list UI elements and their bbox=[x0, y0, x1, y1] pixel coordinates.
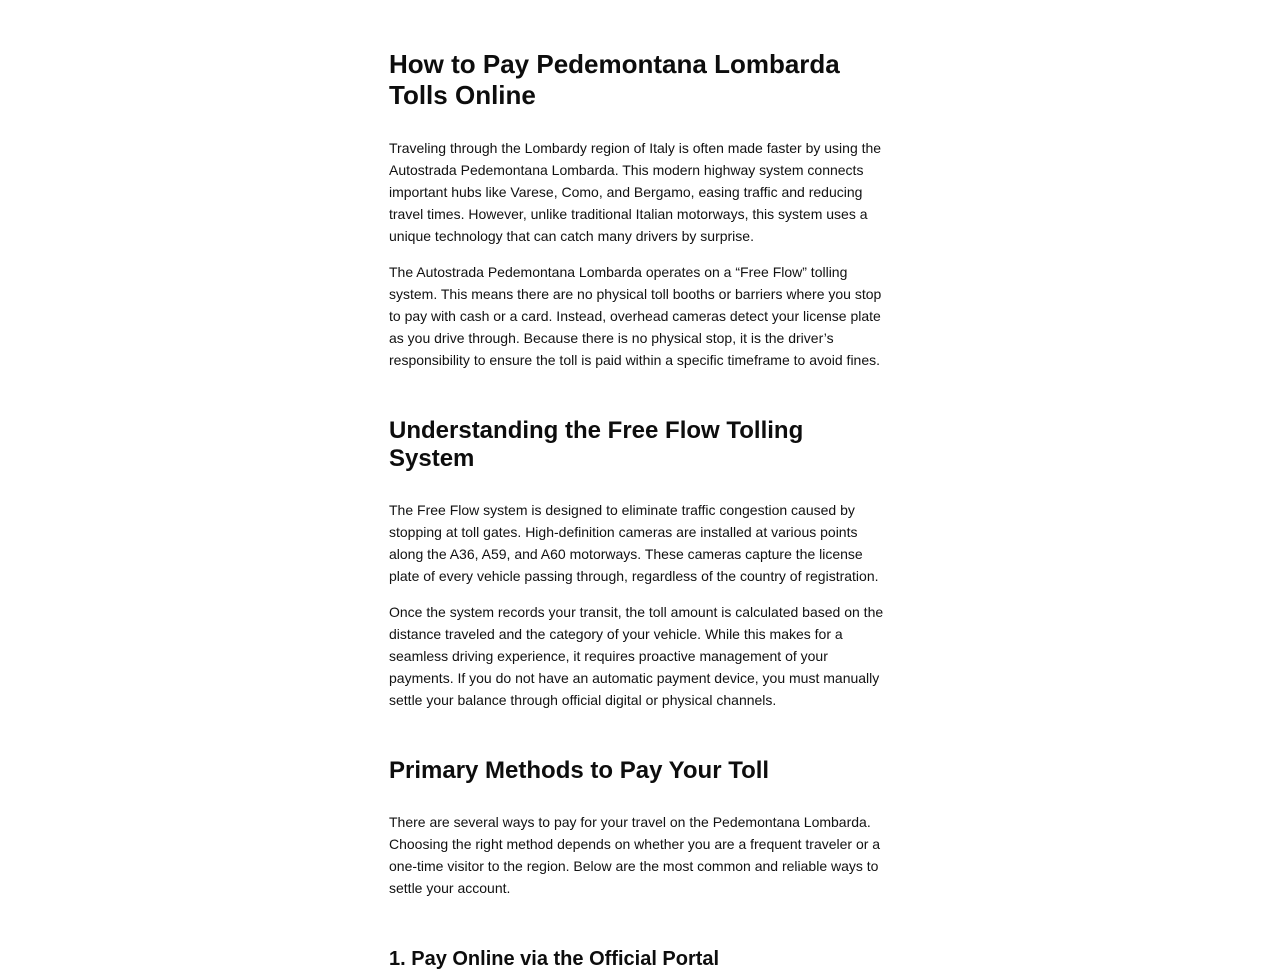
subsection-heading-pay-online: 1. Pay Online via the Official Portal bbox=[389, 948, 720, 970]
article bbox=[389, 0, 885, 971]
section-paragraph: There are several ways to pay for your travel on the Pedemontana Lombarda. Choosing the right method depends on whether you are a frequent traveler or a one-time visitor to the region. Below are the most common and reliable ways to settle your account. bbox=[389, 814, 881, 896]
section-heading-payment-methods: Primary Methods to Pay Your Toll bbox=[389, 757, 770, 784]
section-heading-free-flow: Understanding the Free Flow Tolling System bbox=[389, 417, 804, 472]
intro-paragraph: Traveling through the Lombardy region of Italy is often made faster by using the Autostrada Pedemontana Lombarda. This modern highway system connects important hubs like Varese, Como, and Bergamo, easing traffic and reducing travel times. However, unlike traditional Italian motorways, this system uses a unique technology that can catch many drivers by surprise. bbox=[389, 140, 882, 244]
section-paragraph: Once the system records your transit, the toll amount is calculated based on the distance traveled and the category of your vehicle. While this makes for a seamless driving experience, it requires proactive management of your payments. If you do not have an automatic payment device, you must manually settle your balance through official digital or physical channels. bbox=[389, 604, 884, 708]
section-paragraph: The Free Flow system is designed to eliminate traffic congestion caused by stopping at toll gates. High-definition cameras are installed at various points along the A36, A59, and A60 motorways. These cameras capture the license plate of every vehicle passing through, regardless of the country of registration. bbox=[389, 502, 879, 584]
page-title: How to Pay Pedemontana Lombarda Tolls Online bbox=[389, 49, 840, 110]
intro-paragraph: The Autostrada Pedemontana Lombarda operates on a “Free Flow” tolling system. This means there are no physical toll booths or barriers where you stop to pay with cash or a card. Instead, overhead cameras detect your license plate as you drive through. Because there is no physical stop, it is the driver’s responsibility to ensure the toll is paid within a specific timeframe to avoid fines. bbox=[389, 264, 882, 368]
